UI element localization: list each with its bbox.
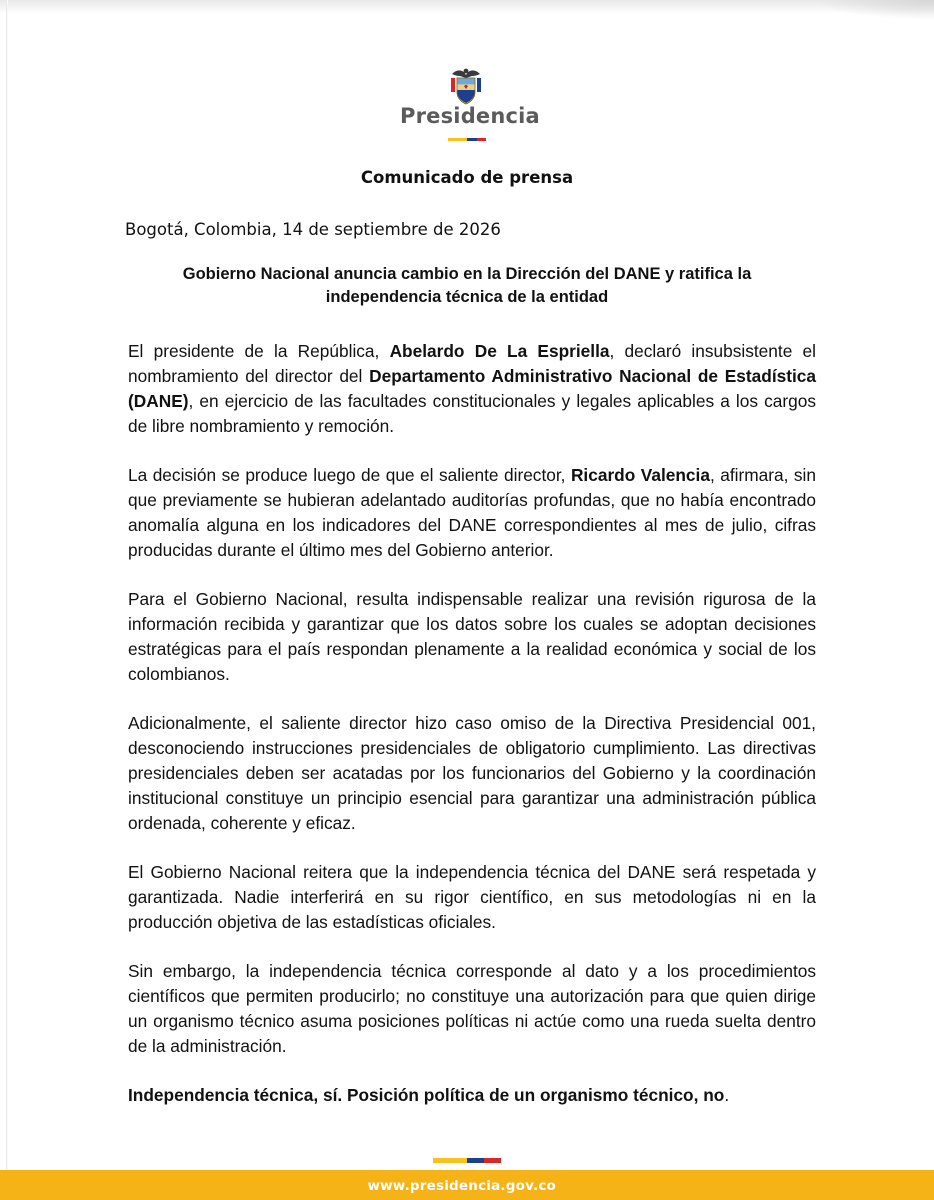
flag-blue-stripe: [467, 138, 477, 141]
page-shadow-top: [0, 0, 934, 14]
footer-flag-bar: [433, 1158, 501, 1163]
coat-of-arms-icon: [448, 66, 484, 106]
paragraph-4: Adicionalmente, el saliente director hizo caso omiso de la Directiva Presidencial 001, desconociendo instrucciones presidenciales de obligatorio cumplimiento. Las directivas presidenciales deben ser acatadas por los funcionarios del Gobierno y la coordinación institucional constituye un principio esencial para garantizar una administración pública ordenada, coherente y eficaz.: [128, 713, 816, 833]
footer-flag-red: [484, 1158, 501, 1163]
paragraph-5: El Gobierno Nacional reitera que la independencia técnica del DANE será respetada y garantizada. Nadie interferirá en su rigor científico, en sus metodologías ni en la producción objetiva de las estadísticas oficiales.: [128, 862, 816, 932]
presidencia-logo: [400, 66, 540, 146]
paragraph-1: [128, 339, 816, 439]
logo-flag-bar: [448, 138, 486, 141]
dane-full-name: Departamento Administrativo Nacional de Estadística (DANE): [128, 366, 817, 411]
p1-text-3: , en ejercicio de las facultades constitucionales y legales aplicables a los cargos de libre nombramiento y remoción.: [128, 391, 816, 436]
dateline: Bogotá, Colombia, 14 de septiembre de 2026: [125, 220, 501, 239]
flag-yellow-stripe: [448, 138, 467, 141]
headline: [150, 263, 784, 309]
closing-statement: [128, 1083, 816, 1108]
page-shadow-corner: [814, 0, 934, 20]
p2-text-2: , afirmara, sin que previamente se hubieran adelantado auditorías profundas, que no había encontrado anomalía alguna en los indicadores del DANE correspondientes al mes de julio, cifras producidas durante el último mes del Gobierno anterior.: [128, 465, 816, 560]
headline-line-1: Gobierno Nacional anuncia cambio en la Dirección del DANE y ratifica la: [182, 265, 752, 283]
paragraph-2: [128, 463, 816, 563]
p1-text-2: , declaró insubsistente el nombramiento del director del: [128, 341, 816, 386]
footer-website-link[interactable]: www.presidencia.gov.co: [367, 1178, 556, 1194]
paragraph-3: Para el Gobierno Nacional, resulta indispensable realizar una revisión rigurosa de la información recibida y garantizar que los datos sobre los cuales se adoptan decisiones estratégicas para el país respondan plenamente a la realidad económica y social de los colombianos.: [128, 589, 816, 684]
flag-red-stripe: [477, 138, 487, 141]
p2-text-1: La decisión se produce luego de que el saliente director,: [128, 465, 571, 485]
press-release-body: [128, 339, 816, 1132]
p1-text-1: El presidente de la República,: [128, 341, 390, 361]
paragraph-6: Sin embargo, la independencia técnica corresponde al dato y a los procedimientos científicos que permiten producirlo; no constituye una autorización para que quien dirige un organismo técnico asuma posiciones políticas ni actúe como una rueda suelta dentro de la administración.: [128, 961, 816, 1056]
footer-flag-blue: [467, 1158, 484, 1163]
logo-wordmark: Presidencia: [400, 104, 540, 128]
document-title: Comunicado de prensa: [360, 168, 574, 187]
closing-period: .: [724, 1085, 730, 1105]
footer-flag-yellow: [433, 1158, 467, 1163]
footer-band: [0, 1170, 934, 1200]
closing-bold-text: Independencia técnica, sí. Posición política de un organismo técnico, no: [128, 1085, 725, 1105]
president-name: Abelardo De La Espriella: [389, 341, 610, 361]
director-name: Ricardo Valencia: [570, 465, 710, 485]
headline-line-2: independencia técnica de la entidad: [325, 288, 609, 306]
